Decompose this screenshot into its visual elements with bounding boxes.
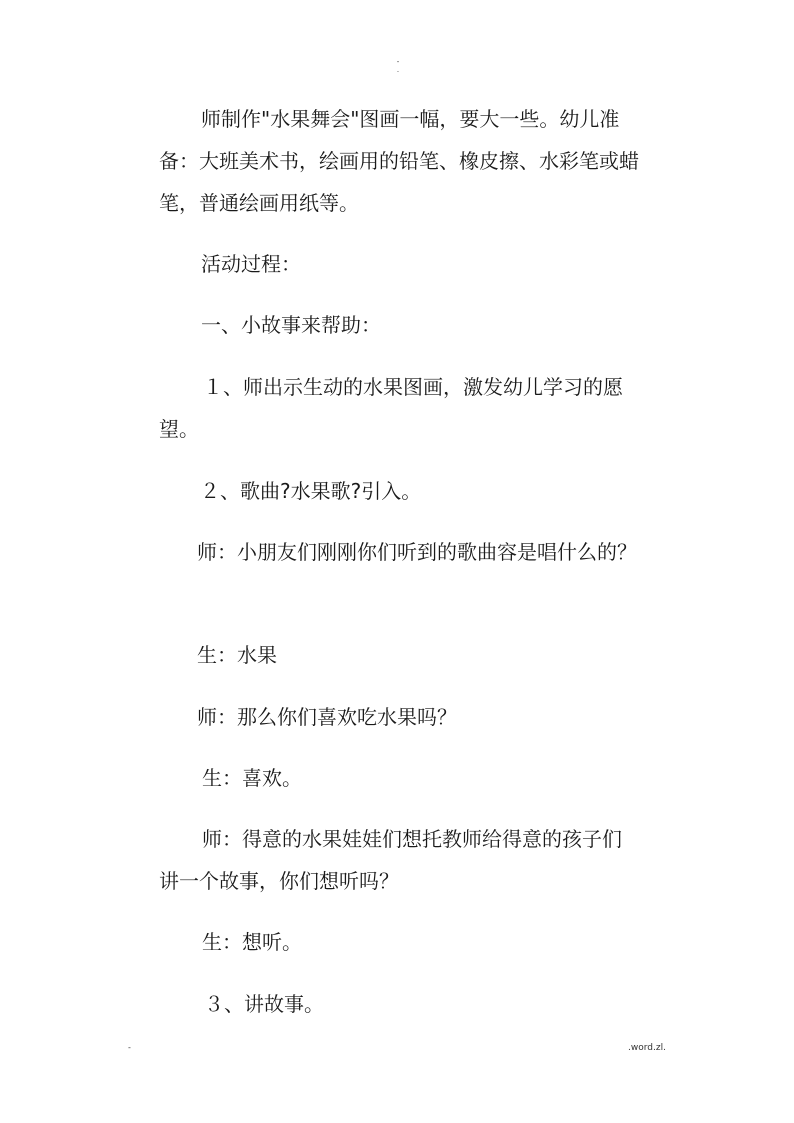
paragraph-step-one: １、师出示生动的水果图画，激发幼儿学习的愿望。 [159,375,623,441]
paragraph-step-three: ３、讲故事。 [204,992,324,1016]
paragraph-section-one: 一、小故事来帮助： [201,313,381,337]
paragraph-teacher-like-question: 师：那么你们喜欢吃水果吗？ [197,705,457,729]
paragraph-step-two: ２、歌曲?水果歌?引入。 [200,479,422,503]
header-mark-bottom: . [396,66,400,74]
paragraph-student-answer-fruit: 生：水果 [197,643,277,667]
header-mark-top: - [396,58,400,66]
paragraph-activity-process: 活动过程： [201,252,301,276]
footer-left-mark: - [128,1043,131,1052]
paragraph-teacher-story-question: 师：得意的水果娃娃们想托教师给得意的孩子们讲一个故事，你们想听吗？ [159,827,622,893]
page-header-mark [392,58,404,74]
paragraph-materials: 师制作"水果舞会"图画一幅，要大一些。幼儿准备：大班美术书，绘画用的铅笔、橡皮擦、水彩笔或蜡笔，普通绘画用纸等。 [159,107,639,215]
paragraph-student-like-answer: 生：喜欢。 [202,766,302,790]
paragraph-teacher-question: 师：小朋友们刚刚你们听到的歌曲容是唱什么的？ [197,540,637,564]
footer-watermark: .word.zl. [628,1043,666,1053]
paragraph-student-want-listen: 生：想听。 [202,930,302,954]
